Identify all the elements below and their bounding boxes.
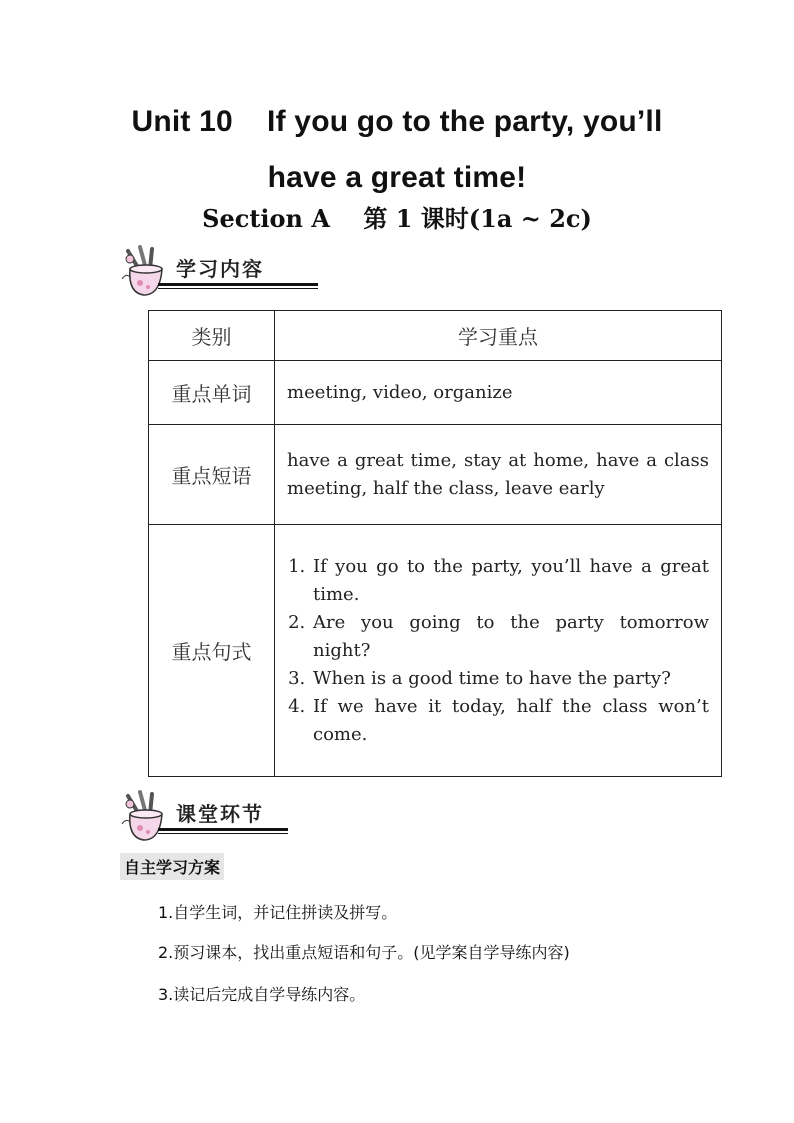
section-underline-thin: [158, 288, 318, 289]
unit-title-line1: Unit 10 If you go to the party, you’ll: [131, 105, 663, 138]
table-header-row: [149, 311, 722, 361]
row-category: 重点单词: [149, 361, 275, 425]
key-phrases: have a great time, stay at home, have a class meeting, half the class, leave early: [275, 425, 722, 525]
sentence-item: 2. Are you going to the party tomorrow night?: [311, 609, 709, 665]
sentence-list: [287, 553, 709, 749]
row-category: 重点句式: [149, 525, 275, 777]
section-underline-thin: [158, 833, 288, 834]
section-header-class-steps: [118, 788, 288, 844]
section-underline: [158, 828, 288, 831]
key-sentences: [275, 525, 722, 777]
unit-title-line2: have a great time!: [267, 161, 527, 194]
pencil-cup-icon: [118, 788, 178, 844]
header-focus: 学习重点: [275, 311, 722, 361]
sentence-item: 1. If you go to the party, you’ll have a great time.: [311, 553, 709, 609]
section-label-study-content: 学习内容: [176, 257, 264, 281]
lesson-subtitle: Section A 第 1 课时(1a ~ 2c): [202, 204, 592, 233]
study-focus-table: [148, 310, 722, 777]
section-label-class-steps: 课堂环节: [176, 802, 264, 826]
key-words: meeting, video, organize: [275, 361, 722, 425]
section-header-study-content: [118, 243, 318, 299]
table-row-phrases: [149, 425, 722, 525]
self-study-step-2: 2.预习课本，找出重点短语和句子。(见学案自学导练内容): [158, 943, 570, 962]
header-category: 类别: [149, 311, 275, 361]
pencil-cup-icon: [118, 243, 178, 299]
self-study-step-1: 1.自学生词，并记住拼读及拼写。: [158, 903, 398, 922]
row-category: 重点短语: [149, 425, 275, 525]
self-study-heading: 自主学习方案: [120, 853, 224, 880]
sentence-item: 3. When is a good time to have the party?: [311, 665, 709, 693]
section-underline: [158, 283, 318, 286]
table-row-sentences: [149, 525, 722, 777]
sentence-item: 4. If we have it today, half the class won’t come.: [311, 693, 709, 749]
table-row-words: [149, 361, 722, 425]
self-study-step-3: 3.读记后完成自学导练内容。: [158, 985, 366, 1004]
